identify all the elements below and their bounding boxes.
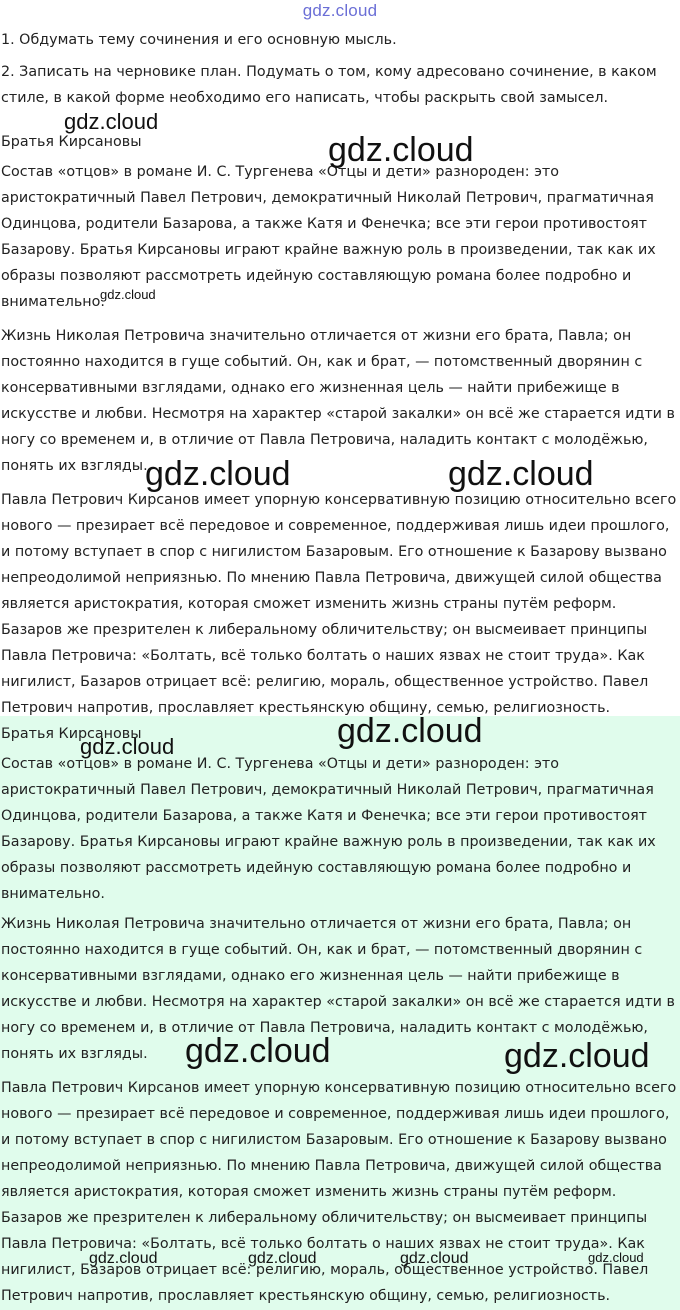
essay-paragraph-3: Павла Петрович Кирсанов имеет упорную консервативную позицию относительно всего нового — презирает всё передовое и современное, поддерживая лишь идеи прошлого, и потому вступает в спор с нигилистом Базаровым. Его отношение к Базарову вызвано непреодолимой неприязнью. По мнению Павла Петровича, движущей силой общества является аристократия, которая сможет изменить жизнь страны путём реформ. Базаров же презрителен к либеральному обличительству; он высмеивает принципы Павла Петровича: «Болтать, всё только болтать о наших язвах не стоит труда». Как нигилист, Базаров отрицает всё: религию, мораль, общественное устройство. Павел Петрович напротив, прославляет крестьянскую общину, семью, религиозность. [1, 492, 677, 716]
essay-paragraph-2: Жизнь Николая Петровича значительно отличается от жизни его брата, Павла; он постоянно находится в гуще событий. Он, как и брат, — потомственный дворянин с консервативными взглядами, однако его жизненная цель — найти прибежище в искусстве и любви. Несмотря на характер «старой закалки» он всё же старается идти в ногу со временем и, в отличие от Павла Петровича, наладить контакт с молодёжью, понять их взгляды. [1, 916, 675, 1062]
watermark: gdz.cloud [400, 1250, 469, 1267]
site-watermark-top: gdz.cloud [302, 1, 378, 20]
watermark: gdz.cloud [185, 1032, 331, 1070]
essay-paragraph-1: Состав «отцов» в романе И. С. Тургенева «Отцы и дети» разнороден: это аристократичный Павел Петрович, демократичный Николай Петрович, прагматичная Одинцова, родители Базарова, а также Катя и Фенечка; все эти герои противостоят Базарову. Братья Кирсановы играют крайне важную роль в произведении, так как их образы позволяют рассмотреть идейную составляющую романа более подробно и внимательно. [1, 756, 656, 902]
watermark: gdz.cloud [504, 1037, 650, 1075]
watermark: gdz.cloud [100, 287, 156, 302]
step-2: 2. Записать на черновике план. Подумать о том, кому адресовано сочинение, в каком стиле, в какой форме необходимо его написать, чтобы раскрыть свой замысел. [1, 64, 657, 106]
essay-paragraph-2: Жизнь Николая Петровича значительно отличается от жизни его брата, Павла; он постоянно находится в гуще событий. Он, как и брат, — потомственный дворянин с консервативными взглядами, однако его жизненная цель — найти прибежище в искусстве и любви. Несмотря на характер «старой закалки» он всё же старается идти в ногу со временем и, в отличие от Павла Петровича, наладить контакт с молодёжью, понять их взгляды. [1, 328, 675, 474]
watermark: gdz.cloud [588, 1250, 644, 1265]
watermark: gdz.cloud [64, 109, 159, 134]
watermark: gdz.cloud [448, 455, 594, 493]
watermark: gdz.cloud [145, 455, 291, 493]
essay-title: Братья Кирсановы [1, 726, 142, 742]
essay-paragraph-1: Состав «отцов» в романе И. С. Тургенева «Отцы и дети» разнороден: это аристократичный Павел Петрович, демократичный Николай Петрович, прагматичная Одинцова, родители Базарова, а также Катя и Фенечка; все эти герои противостоят Базарову. Братья Кирсановы играют крайне важную роль в произведении, так как их образы позволяют рассмотреть идейную составляющую романа более подробно и внимательно. [1, 164, 656, 310]
watermark: gdz.cloud [89, 1250, 158, 1267]
watermark: gdz.cloud [80, 734, 175, 759]
essay-title: Братья Кирсановы [1, 134, 142, 150]
essay-paragraph-3: Павла Петрович Кирсанов имеет упорную консервативную позицию относительно всего нового — презирает всё передовое и современное, поддерживая лишь идеи прошлого, и потому вступает в спор с нигилистом Базаровым. Его отношение к Базарову вызвано непреодолимой неприязнью. По мнению Павла Петровича, движущей силой общества является аристократия, которая сможет изменить жизнь страны путём реформ. Базаров же презрителен к либеральному обличительству; он высмеивает принципы Павла Петровича: «Болтать, всё только болтать о наших язвах не стоит труда». Как нигилист, Базаров отрицает всё: религию, мораль, общественное устройство. Павел Петрович напротив, прославляет крестьянскую общину, семью, религиозность. [1, 1080, 677, 1304]
watermark: gdz.cloud [248, 1250, 317, 1267]
step-1: 1. Обдумать тему сочинения и его основную мысль. [1, 32, 397, 48]
watermark: gdz.cloud [337, 712, 483, 750]
watermark: gdz.cloud [328, 131, 474, 169]
